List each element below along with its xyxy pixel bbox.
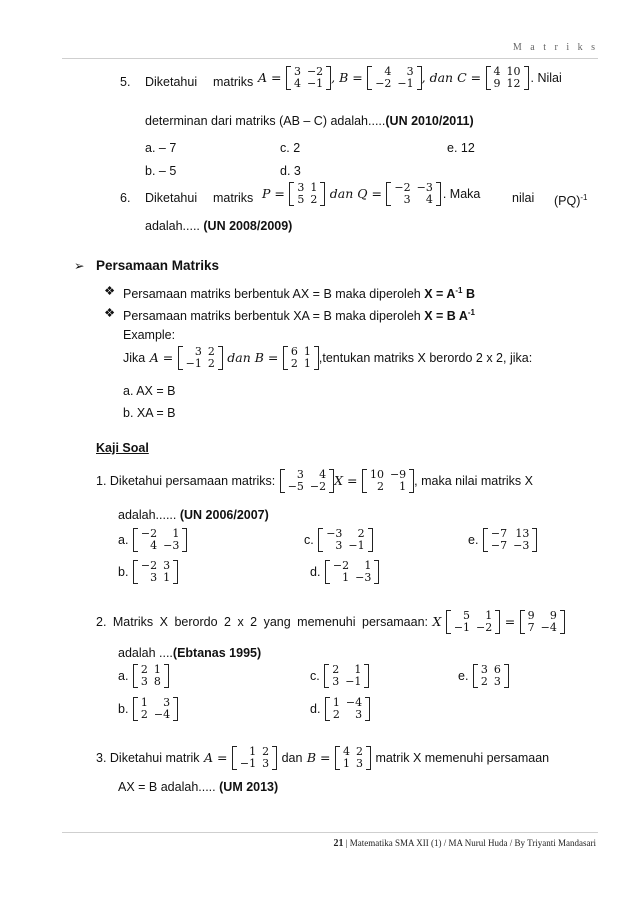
q6-number: 6. [120, 191, 131, 205]
matrix-cell: 2 [262, 745, 270, 758]
option-label: e. [458, 669, 469, 684]
q5-line2-text: determinan dari matriks (AB – C) adalah..... [145, 114, 386, 128]
q6-tail3-text: (PQ) [554, 194, 581, 209]
kaji-q1-option-d [310, 560, 379, 584]
q6-source: (UN 2008/2009) [203, 219, 293, 233]
kaji-q2-option-e-matrix [473, 664, 509, 688]
matrix-cell: 3 [262, 757, 270, 770]
footer [333, 838, 596, 849]
q5-matrices [258, 66, 562, 90]
q6-matrices [262, 182, 480, 206]
matrix-cell: −2 [332, 559, 350, 572]
example-b-label: dan B = [227, 350, 279, 366]
q6-tail2: nilai [512, 191, 535, 205]
rule-1-end: B [462, 287, 475, 302]
matrix-cell: 12 [506, 77, 521, 90]
kaji-q2-line [96, 610, 565, 634]
kaji-q2-option-c [310, 664, 369, 688]
matrix-cell: −1 [345, 675, 362, 688]
q5-a-label: A = [258, 70, 282, 86]
matrix-cell: 3 [194, 345, 202, 358]
kaji-q1-tail: , maka nilai matriks X [414, 474, 533, 489]
matrix-cell: 2 [290, 357, 298, 370]
rule-2-text: Persamaan matriks berbentuk XA = B maka diperoleh [123, 309, 425, 324]
q6-word: matriks [213, 191, 254, 205]
kaji-q2-option-d [310, 697, 370, 721]
q5-word: matriks [213, 75, 254, 89]
diamond-bullet-icon: ❖ [104, 306, 116, 320]
matrix-cell: 2 [332, 708, 340, 721]
section-bullet-icon: ➢ [74, 259, 85, 273]
matrix-cell: 1 [310, 181, 318, 194]
q5-option-b: b. – 5 [145, 164, 177, 178]
page-number: 21 [333, 838, 344, 849]
kaji-q2-option-d-matrix [325, 697, 370, 721]
matrix-cell: 6 [493, 663, 501, 676]
matrix-cell: 3 [355, 757, 363, 770]
kaji-q1-option-b [118, 560, 178, 584]
q5-tail: . Nilai [530, 71, 562, 86]
matrix-cell: 2 [207, 345, 215, 358]
matrix-cell: −1 [239, 757, 257, 770]
kaji-q3-dan: dan [281, 751, 303, 766]
matrix-cell: −4 [345, 696, 363, 709]
kaji-q2-option-a-matrix [133, 664, 169, 688]
section-title: Persamaan Matriks [96, 258, 220, 273]
matrix-cell: 3 [293, 65, 301, 78]
kaji-q2-matrix-m [446, 610, 500, 634]
matrix-cell: 3 [163, 559, 171, 572]
rule-1-bold: X = A [424, 287, 456, 302]
rule-1-text: Persamaan matriks berbentuk AX = B maka diperoleh [123, 287, 425, 302]
example-label: Example: [123, 328, 176, 342]
matrix-cell: −2 [375, 77, 392, 90]
matrix-cell: 3 [335, 539, 343, 552]
matrix-cell: 1 [303, 357, 311, 370]
option-label: d. [310, 565, 321, 580]
matrix-cell: −5 [287, 480, 304, 493]
matrix-cell: 10 [369, 468, 384, 481]
kaji-q2-line2 [118, 645, 261, 661]
q6-tail3-sup: -1 [580, 193, 588, 202]
option-label: b. [118, 565, 129, 580]
q6-intro: Diketahui [145, 191, 198, 205]
q5-line2 [145, 113, 474, 129]
kaji-q1-line2-text: adalah...... [118, 508, 177, 522]
matrix-cell: −4 [540, 621, 557, 634]
q5-number: 5. [120, 75, 131, 89]
kaji-q2-x: X [432, 614, 442, 630]
kaji-q2-option-b-matrix [133, 697, 178, 721]
matrix-cell: 9 [527, 609, 535, 622]
matrix-cell: −3 [326, 527, 343, 540]
matrix-cell: −3 [513, 539, 530, 552]
footer-rule [62, 832, 598, 833]
q6-line2-text: adalah..... [145, 219, 200, 233]
matrix-cell: −1 [185, 357, 202, 370]
matrix-cell: 1 [354, 663, 362, 676]
kaji-q1-option-e-matrix [483, 528, 537, 552]
q5-option-c: c. 2 [280, 141, 301, 155]
matrix-cell: 2 [140, 663, 148, 676]
kaji-q1-option-c [304, 528, 373, 552]
q6-tail3 [554, 190, 588, 209]
q6-tail1: . Maka [442, 187, 481, 202]
matrix-cell: 2 [357, 527, 365, 540]
matrix-cell: 1 [342, 757, 350, 770]
matrix-cell: −2 [140, 527, 158, 540]
option-label: c. [310, 669, 320, 684]
matrix-cell: 2 [355, 745, 363, 758]
kaji-q3-matrix-b [335, 746, 371, 770]
matrix-cell: −3 [416, 181, 433, 194]
running-header: M a t r i k s [512, 42, 598, 53]
kaji-q1-x-eq: X = [334, 473, 358, 489]
kaji-q1-option-e [468, 528, 537, 552]
kaji-q1-matrix-m [280, 469, 334, 493]
matrix-cell: −3 [163, 539, 180, 552]
kaji-q3-line2 [118, 779, 278, 795]
kaji-q2-matrix-r [520, 610, 565, 634]
kaji-q2-option-e [458, 664, 509, 688]
q6-p-label: P = [262, 186, 285, 202]
matrix-cell: −2 [394, 181, 411, 194]
matrix-cell: 3 [355, 708, 363, 721]
matrix-cell: 2 [207, 357, 215, 370]
example-matrix-a [178, 346, 223, 370]
matrix-cell: −1 [348, 539, 365, 552]
matrix-cell: −2 [140, 559, 158, 572]
kaji-q3-b-label: B = [306, 750, 331, 766]
q5-matrix-b [367, 66, 421, 90]
matrix-cell: 3 [493, 675, 501, 688]
rule-1 [123, 283, 475, 302]
matrix-cell: 2 [310, 193, 318, 206]
matrix-cell: −3 [355, 571, 372, 584]
matrix-cell: 9 [549, 609, 557, 622]
rule-2-sup: -1 [467, 308, 475, 317]
matrix-cell: 3 [332, 675, 340, 688]
header-rule [62, 58, 598, 59]
q5-c-label: , dan C = [421, 70, 482, 86]
matrix-cell: 2 [376, 480, 384, 493]
matrix-cell: 3 [296, 468, 304, 481]
example-tail: ,tentukan matriks X berordo 2 x 2, jika: [318, 351, 533, 366]
kaji-q1-line [96, 469, 586, 493]
kaji-q1-text: 1. Diketahui persamaan matriks: [96, 474, 276, 489]
matrix-cell: −7 [490, 539, 508, 552]
matrix-cell: 1 [153, 663, 161, 676]
kaji-q2-line2-text: adalah .... [118, 646, 173, 660]
matrix-cell: 8 [153, 675, 161, 688]
rule-2-bold: X = B A [424, 309, 468, 324]
matrix-cell: 13 [515, 527, 530, 540]
kaji-q2-option-c-matrix [324, 664, 369, 688]
kaji-q1-option-a [118, 528, 187, 552]
rule-2 [123, 305, 475, 324]
footer-text: | Matematika SMA XII (1) / MA Nurul Huda / By Triyanti Mandasari [345, 838, 596, 848]
q6-matrix-q [386, 182, 440, 206]
matrix-cell: 1 [399, 480, 407, 493]
matrix-cell: 1 [485, 609, 493, 622]
option-label: a. [118, 669, 129, 684]
matrix-cell: 2 [332, 663, 340, 676]
kaji-q2-source: (Ebtanas 1995) [172, 646, 262, 660]
kaji-q2-option-b [118, 697, 178, 721]
kaji-q1-line2 [118, 507, 269, 523]
matrix-cell: 3 [163, 696, 171, 709]
kaji-q2-text: 2. Matriks X berordo 2 x 2 yang memenuhi persamaan: [96, 615, 429, 630]
example-jika: Jika [123, 351, 146, 366]
option-label: e. [468, 533, 479, 548]
matrix-cell: 5 [297, 193, 305, 206]
rule-1-sup: -1 [455, 286, 463, 295]
q5-option-e: e. 12 [447, 141, 475, 155]
kaji-q3-tail: matrik X memenuhi persamaan [375, 751, 550, 766]
matrix-cell: −4 [153, 708, 171, 721]
kaji-q1-option-a-matrix [133, 528, 187, 552]
matrix-cell: 7 [527, 621, 535, 634]
q5-b-label: , B = [331, 70, 363, 86]
q5-source: (UN 2010/2011) [385, 114, 474, 128]
matrix-cell: −1 [397, 77, 414, 90]
matrix-cell: −2 [309, 480, 327, 493]
kaji-q3-line2-text: AX = B adalah..... [118, 780, 216, 794]
matrix-cell: 1 [249, 745, 257, 758]
matrix-cell: 5 [463, 609, 471, 622]
q5-intro: Diketahui [145, 75, 198, 89]
example-line [123, 346, 532, 370]
matrix-cell: 4 [150, 539, 158, 552]
q6-q-label: dan Q = [329, 186, 382, 202]
example-b: b. XA = B [123, 406, 176, 420]
matrix-cell: −9 [389, 468, 407, 481]
matrix-cell: 4 [384, 65, 392, 78]
matrix-cell: 3 [140, 675, 148, 688]
matrix-cell: 2 [140, 708, 148, 721]
example-a: a. AX = B [123, 384, 176, 398]
example-a-label: A = [149, 350, 174, 366]
option-label: a. [118, 533, 129, 548]
matrix-cell: −7 [490, 527, 508, 540]
matrix-cell: 4 [342, 745, 350, 758]
kaji-q1-source: (UN 2006/2007) [179, 508, 269, 522]
matrix-cell: 4 [493, 65, 501, 78]
option-label: c. [304, 533, 314, 548]
matrix-cell: 1 [342, 571, 350, 584]
matrix-cell: −1 [453, 621, 471, 634]
matrix-cell: 2 [480, 675, 488, 688]
matrix-cell: 4 [319, 468, 327, 481]
matrix-cell: 3 [150, 571, 158, 584]
q5-option-d: d. 3 [280, 164, 301, 178]
matrix-cell: 4 [293, 77, 301, 90]
matrix-cell: −1 [306, 77, 324, 90]
option-label: b. [118, 702, 129, 717]
matrix-cell: 9 [493, 77, 501, 90]
q6-line2 [145, 218, 292, 234]
kaji-q2-option-a [118, 664, 169, 688]
q5-matrix-a [286, 66, 331, 90]
matrix-cell: 1 [364, 559, 372, 572]
diamond-bullet-icon: ❖ [104, 284, 116, 298]
kaji-q1-option-b-matrix [133, 560, 178, 584]
matrix-cell: 3 [406, 65, 414, 78]
matrix-cell: 1 [163, 571, 171, 584]
kaji-q3-line [96, 746, 549, 770]
matrix-cell: 4 [425, 193, 433, 206]
matrix-cell: 3 [403, 193, 411, 206]
matrix-cell: 1 [140, 696, 148, 709]
kaji-q1-matrix-r [362, 469, 414, 493]
example-matrix-b [283, 346, 319, 370]
matrix-cell: −2 [476, 621, 493, 634]
kaji-q3-matrix-a [232, 746, 277, 770]
matrix-cell: 6 [290, 345, 298, 358]
kaji-q3-text: 3. Diketahui matrik [96, 751, 200, 766]
matrix-cell: 10 [506, 65, 521, 78]
option-label: d. [310, 702, 321, 717]
q5-matrix-c [486, 66, 529, 90]
kaji-q3-a-label: A = [203, 750, 228, 766]
kaji-q1-option-d-matrix [325, 560, 379, 584]
kaji-q2-eq: = [504, 614, 516, 630]
q5-option-a: a. – 7 [145, 141, 177, 155]
kaji-soal-title: Kaji Soal [96, 441, 149, 455]
matrix-cell: 3 [480, 663, 488, 676]
kaji-q1-option-c-matrix [318, 528, 372, 552]
matrix-cell: 3 [297, 181, 305, 194]
matrix-cell: 1 [172, 527, 180, 540]
matrix-cell: 1 [332, 696, 340, 709]
kaji-q3-source: (UM 2013) [219, 780, 279, 794]
matrix-cell: −2 [306, 65, 324, 78]
q6-matrix-p [289, 182, 325, 206]
matrix-cell: 1 [303, 345, 311, 358]
